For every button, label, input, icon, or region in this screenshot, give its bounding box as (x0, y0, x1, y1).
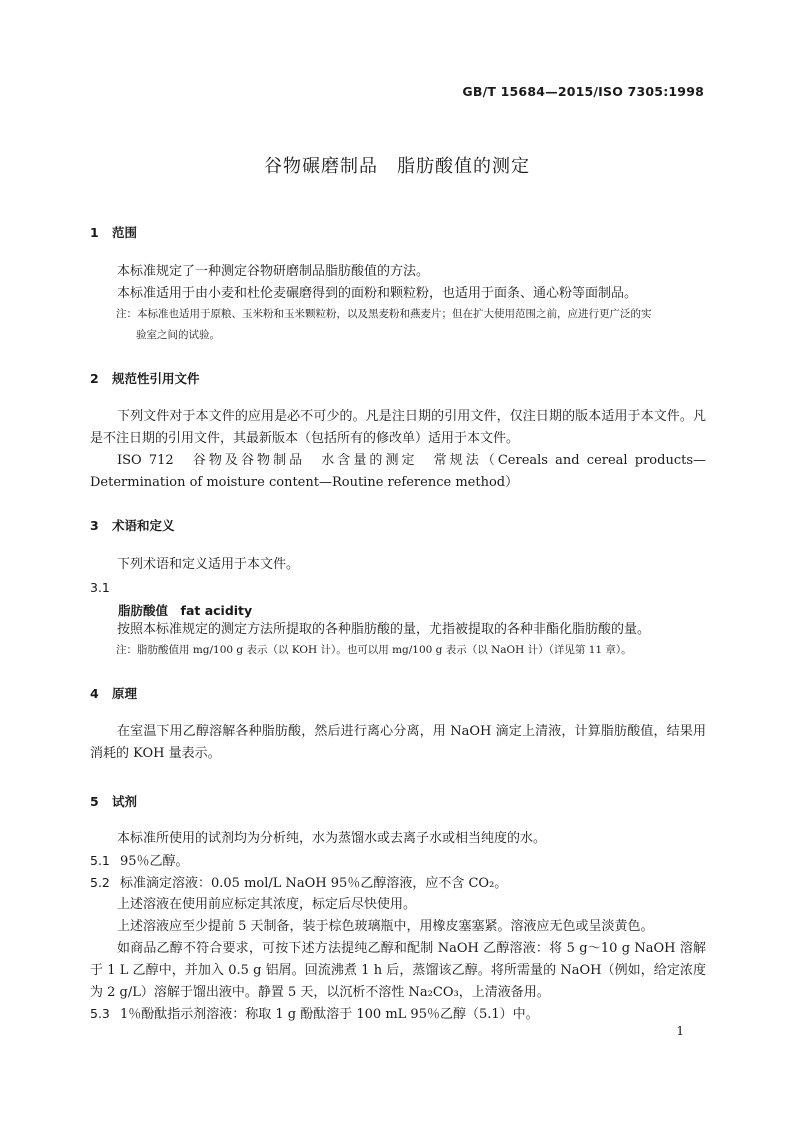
document-title: 谷物碾磨制品 脂肪酸值的测定 (264, 156, 530, 177)
section-3-paragraph-1: 下列术语和定义适用于本文件。 (117, 557, 300, 572)
section-4-heading (90, 684, 137, 702)
item-text: 标准滴定溶液：0.05 mol/L NaOH 95％乙醇溶液，应不含 CO₂。 (120, 876, 508, 891)
term-fat-acidity: 脂肪酸值 fat acidity (118, 603, 253, 618)
section-title: 试剂 (112, 794, 138, 809)
section-5-paragraph-3: 上述溶液应至少提前 5 天制备，装于棕色玻璃瓶中，用橡皮塞塞紧。溶液应无色或呈淡黄色。 (117, 919, 654, 934)
item-5-3 (90, 1003, 706, 1026)
page-number: 1 (676, 1024, 684, 1038)
section-number: 3 (90, 518, 99, 533)
item-text: 95％乙醇。 (120, 854, 189, 869)
item-5-1 (90, 850, 706, 873)
section-1-paragraph-2: 本标准适用于由小麦和杜伦麦碾磨得到的面粉和颗粒粉，也适用于面条、通心粉等面制品。 (117, 286, 638, 301)
term-definition: 按照本标准规定的测定方法所提取的各种脂肪酸的量，尤指被提取的各种非酯化脂肪酸的量。 (117, 622, 651, 637)
section-4-paragraph-1: 在室温下用乙醇溶解各种脂肪酸，然后进行离心分离，用 NaOH 滴定上清液，计算脂肪酸值，结果用消耗的 KOH 量表示。 (90, 724, 706, 761)
note-text: 脂肪酸值用 mg/100 g 表示（以 KOH 计）。也可以用 mg/100 g 表示（以 NaOH 计）（详见第 11 章）。 (137, 644, 632, 656)
section-number: 5 (90, 794, 99, 809)
subsection-3-1-number: 3.1 (90, 580, 110, 595)
note-text-line-1: 本标准也适用于原粮、玉米粉和玉米颗粒粉，以及黑麦粉和燕麦片；但在扩大使用范围之前，应进行更广泛的实 (137, 308, 652, 320)
section-3-note (118, 640, 706, 661)
note-label: 注： (116, 644, 137, 656)
section-title: 规范性引用文件 (112, 371, 200, 386)
section-number: 2 (90, 371, 99, 386)
section-2-paragraph-1: 下列文件对于本文件的应用是必不可少的。凡是注日期的引用文件，仅注日期的版本适用于本文件。凡是不注日期的引用文件，其最新版本（包括所有的修改单）适用于本文件。 (90, 409, 706, 446)
section-5-paragraph-1: 本标准所使用的试剂均为分析纯，水为蒸馏水或去离子水或相当纯度的水。 (117, 831, 547, 846)
section-title: 术语和定义 (112, 518, 175, 533)
section-2-paragraph-2: ISO 712 谷物及谷物制品 水含量的测定 常规法（Cereals and cereal products—Determination of moisture content—Routine reference method） (90, 453, 706, 490)
section-title: 原理 (112, 686, 138, 701)
section-5-heading (90, 792, 137, 810)
item-number: 5.3 (90, 1006, 110, 1021)
section-title: 范围 (112, 225, 138, 240)
section-1-note (118, 304, 706, 346)
note-label: 注： (116, 308, 137, 320)
section-number: 4 (90, 686, 99, 701)
section-1-paragraph-1: 本标准规定了一种测定谷物研磨制品脂肪酸值的方法。 (117, 264, 430, 279)
section-5-paragraph-2: 上述溶液在使用前应标定其浓度，标定后尽快使用。 (117, 897, 417, 912)
item-5-2 (90, 872, 706, 895)
item-number: 5.2 (90, 875, 110, 890)
section-5-paragraph-4: 如商品乙醇不符合要求，可按下述方法提纯乙醇和配制 NaOH 乙醇溶液：将 5 g～10 g NaOH 溶解于 1 L 乙醇中，并加入 0.5 g 铝屑。回流沸煮 1 h 后，蒸馏该乙醇。将所需量的 NaOH（例如，给定浓度为 2 g/L）溶解于馏出液中。静置 5 天，以沉析不溶性 Na₂CO₃，上清液备用。 (90, 941, 706, 1000)
standard-code: GB/T 15684—2015/ISO 7305:1998 (462, 84, 704, 99)
section-3-heading (90, 516, 175, 534)
section-number: 1 (90, 225, 99, 240)
section-1-heading (90, 223, 137, 241)
item-text: 1％酚酞指示剂溶液：称取 1 g 酚酞溶于 100 mL 95％乙醇（5.1）中。 (120, 1007, 539, 1022)
note-text-line-2: 验室之间的试验。 (136, 329, 220, 341)
item-number: 5.1 (90, 853, 110, 868)
section-2-heading (90, 369, 200, 387)
